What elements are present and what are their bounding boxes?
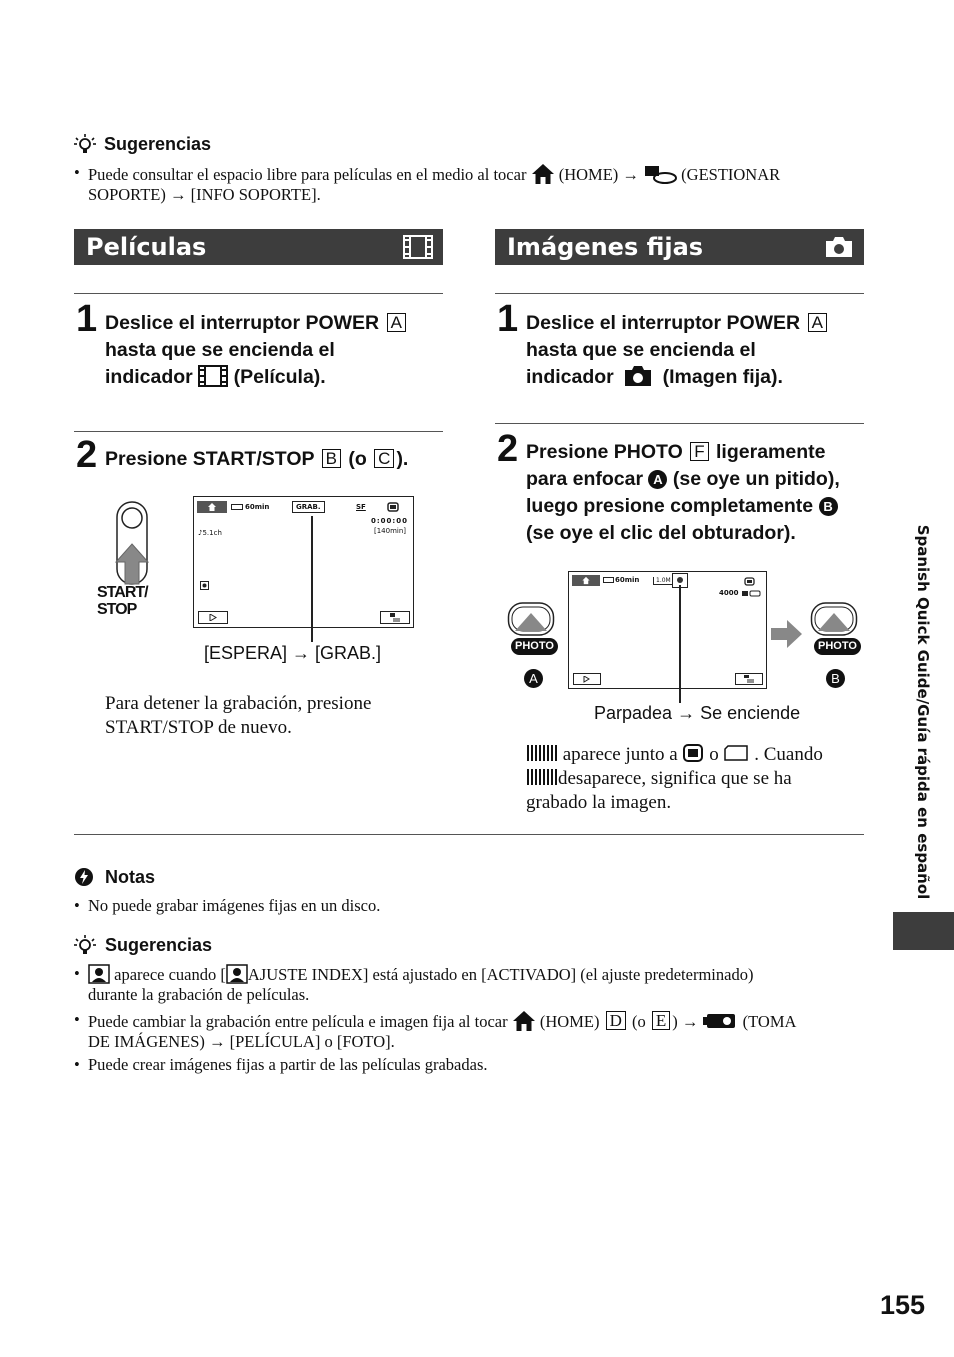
camera-shoot-icon <box>703 1011 739 1031</box>
step-text: Presione START/STOP <box>105 448 315 470</box>
label-box: D <box>606 1011 626 1030</box>
counter: 0:00:00 <box>371 517 408 525</box>
arrow-icon: → <box>622 165 639 184</box>
audio-channels: 5.1ch <box>202 529 222 537</box>
section-band-movies <box>74 229 443 265</box>
camera-media-icon <box>742 590 762 597</box>
divider <box>495 293 864 294</box>
photo-label: PHOTO <box>511 638 558 655</box>
tips-item: • Puede crear imágenes fijas a partir de las películas grabadas. <box>74 1055 488 1074</box>
memory-card-icon <box>723 744 749 762</box>
tip-text: (o <box>631 1012 646 1031</box>
step-text: Presione PHOTO <box>526 441 683 463</box>
camera-icon <box>623 365 653 387</box>
note-text: Para detener la grabación, presione <box>105 693 372 714</box>
tip-text: ) → <box>672 1012 699 1031</box>
index-icon <box>200 581 209 590</box>
step-text: para enfocar <box>526 468 644 490</box>
divider <box>74 431 443 432</box>
label-a: A <box>524 669 543 688</box>
note-text: desaparece, significa que se ha <box>558 768 792 789</box>
notes-heading: Notas <box>105 867 156 887</box>
step-text: hasta que se encienda el <box>526 339 756 361</box>
home-icon <box>581 576 591 585</box>
step-number: 1 <box>497 298 519 340</box>
step-text: hasta que se encienda el <box>105 339 335 361</box>
button-label: START/ <box>97 584 148 601</box>
label-box: C <box>374 449 394 468</box>
media-icon <box>387 502 399 512</box>
tip-text: (HOME) <box>539 1012 600 1031</box>
label-circle: A <box>648 470 667 489</box>
photo-label: PHOTO <box>814 638 861 655</box>
photo-button-illustration-half <box>507 601 555 641</box>
start-stop-button-illustration <box>110 500 160 590</box>
section-title: Imágenes fijas <box>507 233 704 261</box>
label-box: A <box>808 313 827 332</box>
label-box: F <box>690 442 708 461</box>
step-text: (se oye un pitido), <box>672 468 840 490</box>
step-number: 1 <box>76 298 98 340</box>
step-1-text <box>105 310 445 391</box>
note-text: o <box>709 744 719 765</box>
tip-text: SOPORTE) → [INFO SOPORTE]. <box>88 185 321 204</box>
step-text: (Película). <box>233 366 326 388</box>
lcd-screen-movie <box>193 496 414 628</box>
notes-item: • No puede grabar imágenes fijas en un disco. <box>74 896 381 915</box>
tip-text: (HOME) <box>558 165 619 184</box>
step-text: indicador <box>105 366 193 388</box>
manage-media-icon <box>643 163 677 185</box>
step-text: ). <box>396 448 409 470</box>
step-number: 2 <box>76 434 98 476</box>
note-text: grabado la imagen. <box>526 792 672 813</box>
tip-text: Puede consultar el espacio libre para películas en el medio al tocar <box>88 165 527 184</box>
tip-text: DE IMÁGENES) → [PELÍCULA] o [FOTO]. <box>88 1032 395 1051</box>
note-text: aparece junto a <box>562 744 678 765</box>
step-text: (se oye el clic del obturador). <box>526 522 796 544</box>
remaining-time: 60min <box>245 503 270 511</box>
step-text: ligeramente <box>716 441 826 463</box>
step-1-text <box>526 310 866 391</box>
caution-icon <box>74 867 94 887</box>
tip-item: • Puede consultar el espacio libre para películas en el medio al tocar (HOME) → (GESTIONAR SOPORTE) → [INFO SOPORTE]. <box>74 163 781 204</box>
button-label: STOP <box>97 601 137 618</box>
film-icon <box>198 365 228 387</box>
shot-count: 4000 <box>719 589 739 597</box>
image-size: 1.0M <box>653 577 673 585</box>
home-icon <box>512 1010 536 1032</box>
tips-item: • Puede cambiar la grabación entre película e imagen fija al tocar (HOME) D (o E ) → (TOMA DE IMÁGENES) → [PELÍCULA] o [FOTO]. <box>74 1010 797 1051</box>
play-icon <box>209 614 217 621</box>
focus-dot <box>677 577 683 583</box>
stop-note <box>105 692 371 740</box>
recording-bars-icon <box>526 744 558 762</box>
lightbulb-icon <box>74 935 96 957</box>
lcd-screen-still <box>568 571 767 689</box>
step-2-text <box>526 439 871 547</box>
step-text: Deslice el interruptor POWER <box>105 312 380 334</box>
option-icon <box>390 613 400 622</box>
divider <box>495 423 864 424</box>
lightbulb-icon <box>74 134 96 156</box>
tip-text: (GESTIONAR <box>681 165 781 184</box>
option-button[interactable] <box>380 611 410 624</box>
step-text: (Imagen fija). <box>662 366 783 388</box>
play-icon <box>583 676 591 683</box>
home-button[interactable] <box>197 501 227 513</box>
quality-sf: SF <box>356 503 366 511</box>
recording-bars-icon <box>526 768 558 786</box>
audio-indicator: ♪5.1ch <box>198 529 222 537</box>
counter-remaining: [140min] <box>374 527 407 535</box>
step-text: Deslice el interruptor POWER <box>526 312 801 334</box>
step-2-text <box>105 446 445 473</box>
step-number: 2 <box>497 428 519 470</box>
side-section-label: Spanish Quick Guide/Guía rápida en español <box>914 524 932 900</box>
index-face-icon <box>88 964 110 984</box>
divider <box>74 293 443 294</box>
callout-line <box>311 516 313 642</box>
step-text: (o <box>348 448 367 470</box>
rec-status: GRAB. <box>292 501 325 513</box>
note-text: . Cuando <box>754 744 823 765</box>
tips-heading: Sugerencias <box>105 935 213 955</box>
step-text: luego presione completamente <box>526 495 814 517</box>
note-text: No puede grabar imágenes fijas en un disco. <box>88 896 381 915</box>
internal-memory-icon <box>682 743 704 763</box>
caption-blink-lit: Parpadea → Se enciende <box>594 703 801 723</box>
film-icon <box>403 235 433 259</box>
label-box: B <box>322 449 341 468</box>
tip-heading: Sugerencias <box>104 134 212 154</box>
start-stop-label <box>97 584 148 618</box>
media-icon <box>744 577 755 586</box>
index-face-icon <box>226 964 248 984</box>
tip-text: aparece cuando [ <box>114 965 226 984</box>
playback-button[interactable] <box>573 673 601 685</box>
tip-text: durante la grabación de películas. <box>88 985 310 1004</box>
divider <box>74 834 864 835</box>
home-icon <box>207 502 217 512</box>
still-note <box>526 743 866 815</box>
arrow-right-icon <box>771 618 803 650</box>
note-text: START/STOP de nuevo. <box>105 717 292 738</box>
label-circle: B <box>819 497 838 516</box>
label-box: E <box>652 1011 670 1030</box>
tip-text: Puede cambiar la grabación entre película e imagen fija al tocar <box>88 1012 508 1031</box>
camera-icon <box>824 236 854 258</box>
tip-text: (TOMA <box>742 1012 797 1031</box>
remaining-time: 60min <box>615 576 640 584</box>
battery-icon <box>231 504 243 510</box>
side-tab-marker <box>893 912 954 950</box>
option-button[interactable] <box>735 673 763 685</box>
tip-text: AJUSTE INDEX] está ajustado en [ACTIVADO] (el ajuste predeterminado) <box>247 965 754 984</box>
tip-text: Puede crear imágenes fijas a partir de las películas grabadas. <box>88 1055 488 1074</box>
step-text: indicador <box>526 366 614 388</box>
page-number: 155 <box>880 1290 926 1320</box>
option-icon <box>744 675 754 683</box>
playback-button[interactable] <box>198 611 228 624</box>
home-icon <box>531 163 555 185</box>
label-box: A <box>387 313 406 332</box>
section-title: Películas <box>86 233 207 261</box>
section-band-still-images <box>495 229 864 265</box>
caption-standby-rec: [ESPERA] → [GRAB.] <box>204 643 382 663</box>
label-b: B <box>826 669 845 688</box>
battery-icon <box>603 577 614 583</box>
photo-button-illustration-full <box>810 601 858 641</box>
tips-item: • aparece cuando [ AJUSTE INDEX] está ajustado en [ACTIVADO] (el ajuste predeterminado) durante la grabación de películas. <box>74 964 754 1004</box>
callout-line <box>679 585 681 703</box>
home-button[interactable] <box>572 575 600 586</box>
